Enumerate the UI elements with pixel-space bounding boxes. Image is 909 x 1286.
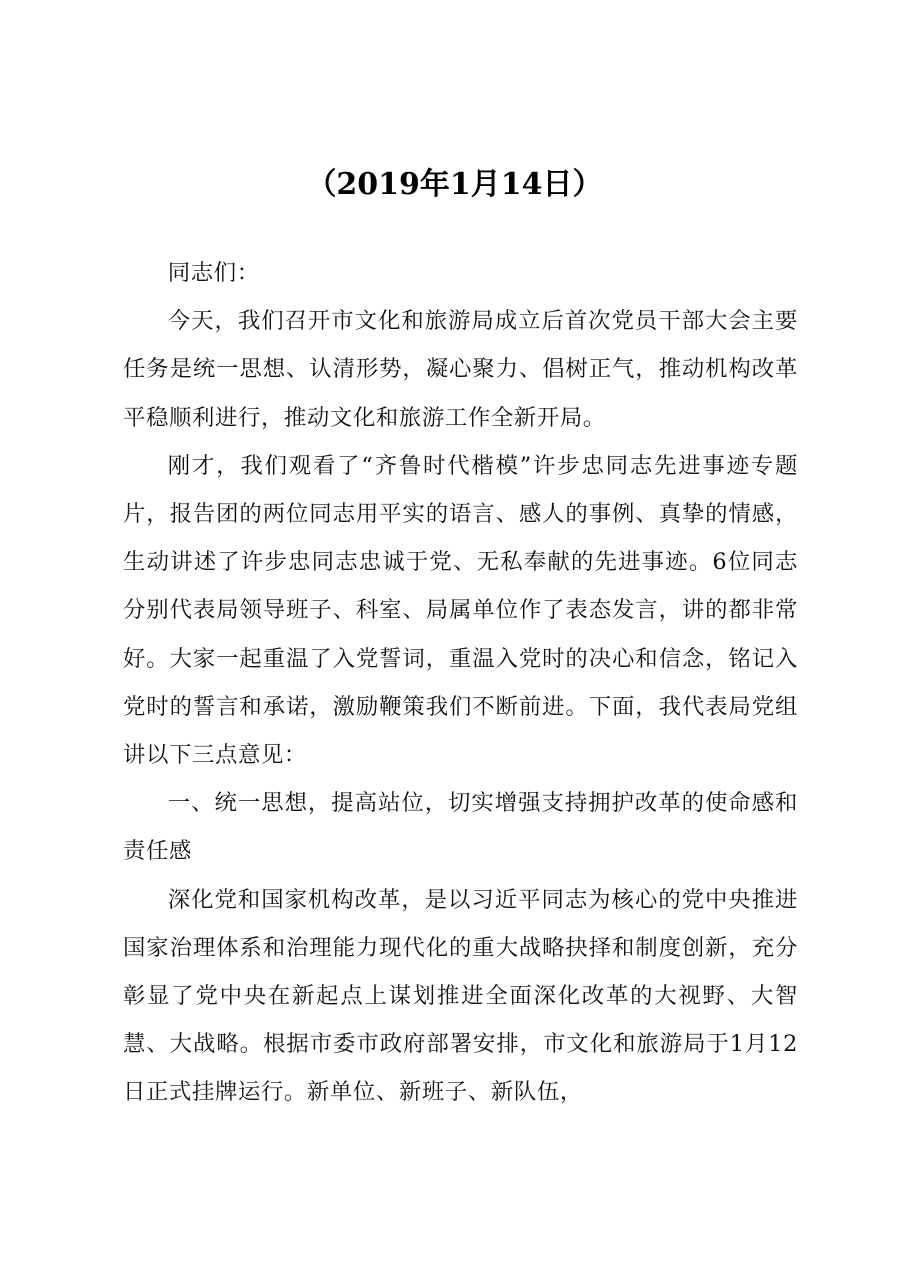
salutation: 同志们： <box>167 260 260 286</box>
paragraph-review: 刚才，我们观看了“齐鲁时代楷模”许步忠同志先进事迹专题片，报告团的两位同志用平实的语言、感人的事例、真挚的情感，生动讲述了许步忠同志忠诚于党、无私奉献的先进事迹。6位同志分别代表局领导班子、科室、局属单位作了表态发言，讲的都非常好。大家一起重温了入党誓词，重温入党时的决心和信念，铭记入党时的誓言和承诺，激励鞭策我们不断前进。下面，我代表局党组讲以下三点意见： <box>123 452 798 769</box>
section-heading-1: 一、统一思想，提高站位，切实增强支持拥护改革的使命感和责任感 <box>123 790 798 865</box>
paragraph-opening: 今天，我们召开市文化和旅游局成立后首次党员干部大会主要任务是统一思想、认清形势，凝心聚力、倡树正气，推动机构改革平稳顺利进行，推动文化和旅游工作全新开局。 <box>123 308 798 431</box>
document-body <box>123 249 798 1117</box>
paragraph-reform: 深化党和国家机构改革，是以习近平同志为核心的党中央推进国家治理体系和治理能力现代化的重大战略抉择和制度创新，充分彰显了党中央在新起点上谋划推进全面深化改革的大视野、大智慧、大战略。根据市委市政府部署安排，市文化和旅游局于1月12日正式挂牌运行。新单位、新班子、新队伍， <box>123 886 798 1106</box>
date-heading: （2019年1月14日） <box>306 167 603 202</box>
